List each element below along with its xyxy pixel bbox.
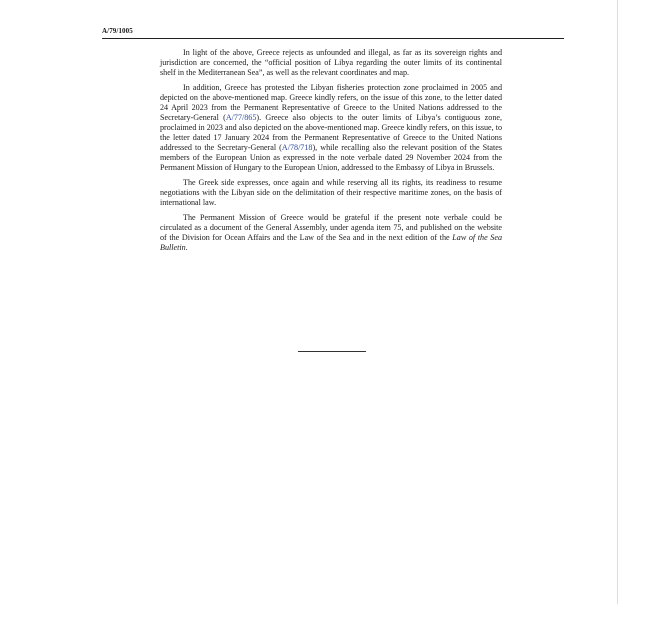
paragraph-text: ), while recalling also the relevant position of the States members of the European Union as expressed in the note verbale dated 29 November 2024 from the Permanent Mission of Hungary to the European Union, addressed to the Embassy of Libya in Brussels. <box>160 143 502 172</box>
document-symbol: A/79/1005 <box>102 27 133 35</box>
document-link-a77-865[interactable]: A/77/865 <box>225 113 257 122</box>
paragraph-negotiations: The Greek side expresses, once again and while reserving all its rights, its readiness to resume negotiations with the Libyan side on the delimitation of their respective maritime zones, on the basis of international law. <box>160 178 502 207</box>
paragraph-circulation-request <box>160 213 502 253</box>
header-rule <box>102 38 564 39</box>
document-body <box>160 48 502 258</box>
end-of-document-rule <box>298 351 366 352</box>
paragraph-text: . <box>185 243 188 252</box>
paragraph-text: ). Greece also objects to the outer limits of Libya’s contiguous zone, proclaimed in 2023 and also depicted on the above-mentioned map. Greece kindly refers, on this issue, to the letter dated 17 January 2024 from the Permanent Representative of Greece to the United Nations addressed to the Secretary-General ( <box>160 113 502 152</box>
document-link-a78-718[interactable]: A/78/718 <box>281 143 313 152</box>
bulletin-title: Law of the Sea Bulletin <box>160 233 502 252</box>
page-edge-divider <box>617 0 618 604</box>
paragraph-rejection: In light of the above, Greece rejects as unfounded and illegal, as far as its sovereign rights and jurisdiction are concerned, the “official position of Libya regarding the outer limits of its continental shelf in the Mediterranean Sea”, as well as the relevant coordinates and map. <box>160 48 502 77</box>
paragraph-text: The Permanent Mission of Greece would be grateful if the present note verbale could be circulated as a document of the General Assembly, under agenda item 75, and published on the website of the Division for Ocean Affairs and the Law of the Sea and in the next edition of the <box>160 213 502 242</box>
paragraph-text: In addition, Greece has protested the Libyan fisheries protection zone proclaimed in 2005 and depicted on the above-mentioned map. Greece kindly refers, on the issue of this zone, to the letter dated 24 April 2023 from the Permanent Representative of Greece to the United Nations addressed to the Secretary-General ( <box>160 83 502 122</box>
paragraph-fisheries-zone <box>160 83 502 173</box>
